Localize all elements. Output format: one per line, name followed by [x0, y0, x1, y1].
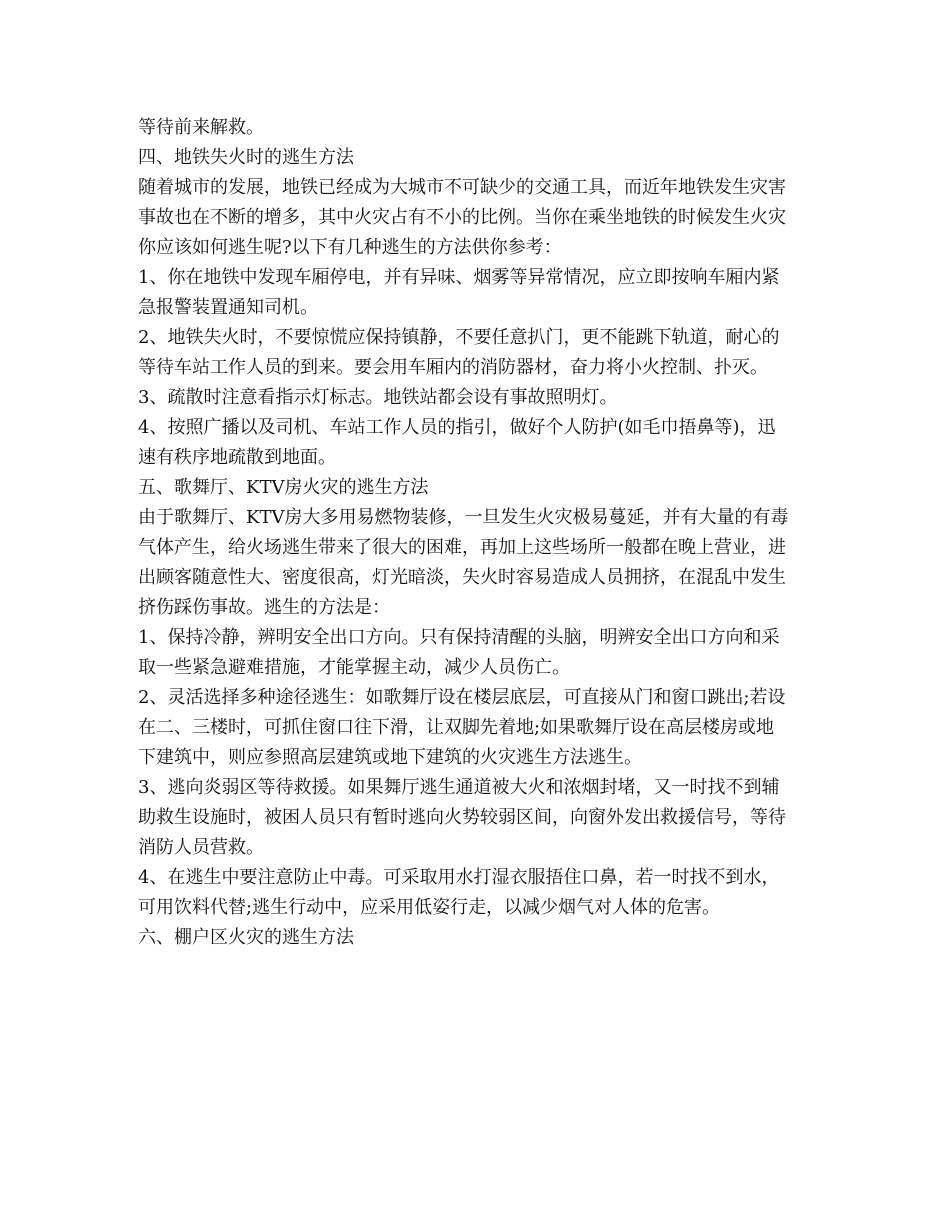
- paragraph: [138, 383, 814, 413]
- text-line: 由于歌舞厅、KTV房大多用易燃物装修，一旦发生火灾极易蔓延，并有大量的有毒: [138, 507, 789, 528]
- text-line: 3、逃向炎弱区等待救援。如果舞厅逃生通道被大火和浓烟封堵，又一时找不到辅: [138, 777, 780, 798]
- text-line: 事故也在不断的增多，其中火灾占有不小的比例。当你在乘坐地铁的时候发生火灾: [138, 207, 786, 228]
- text-line: 气体产生，给火场逃生带来了很大的困难，再加上这些场所一般都在晚上营业，进: [138, 537, 786, 558]
- text-line: 1、你在地铁中发现车厢停电，并有异味、烟雾等异常情况，应立即按响车厢内紧: [138, 267, 780, 288]
- text-line: 你应该如何逃生呢?以下有几种逃生的方法供你参考：: [138, 237, 562, 258]
- paragraph: [138, 503, 814, 623]
- section-heading: [138, 143, 814, 173]
- text-line: 急报警装置通知司机。: [138, 297, 318, 318]
- text-line: 等待车站工作人员的到来。要会用车厢内的消防器材，奋力将小火控制、扑灭。: [138, 357, 768, 378]
- paragraph: [138, 263, 814, 323]
- text-line: 取一些紧急避难措施，才能掌握主动，减少人员伤亡。: [138, 657, 570, 678]
- text-line: 五、歌舞厅、KTV房火灾的逃生方法: [138, 477, 429, 498]
- paragraph: [138, 623, 814, 683]
- paragraph: [138, 113, 814, 143]
- paragraph: [138, 863, 814, 923]
- text-line: 挤伤踩伤事故。逃生的方法是：: [138, 597, 390, 618]
- text-line: 在二、三楼时，可抓住窗口往下滑，让双脚先着地;如果歌舞厅设在高层楼房或地: [138, 717, 775, 738]
- text-line: 助救生设施时，被困人员只有暂时逃向火势较弱区间，向窗外发出救援信号，等待: [138, 807, 786, 828]
- document-body: [138, 113, 814, 953]
- paragraph: [138, 323, 814, 383]
- paragraph: [138, 773, 814, 863]
- text-line: 2、灵活选择多种途径逃生：如歌舞厅设在楼层底层，可直接从门和窗口跳出;若设: [138, 687, 786, 708]
- text-line: 4、在逃生中要注意防止中毒。可采取用水打湿衣服捂住口鼻，若一时找不到水，: [138, 867, 780, 888]
- paragraph: [138, 173, 814, 263]
- text-line: 下建筑中，则应参照高层建筑或地下建筑的火灾逃生方法逃生。: [138, 747, 642, 768]
- text-line: 等待前来解救。: [138, 117, 264, 138]
- text-line: 1、保持冷静，辨明安全出口方向。只有保持清醒的头脑，明辨安全出口方向和采: [138, 627, 780, 648]
- text-line: 出顾客随意性大、密度很高，灯光暗淡，失火时容易造成人员拥挤，在混乱中发生: [138, 567, 786, 588]
- section-heading: [138, 923, 814, 953]
- text-line: 3、疏散时注意看指示灯标志。地铁站都会设有事故照明灯。: [138, 387, 618, 408]
- paragraph: [138, 683, 814, 773]
- text-line: 消防人员营救。: [138, 837, 264, 858]
- text-line: 随着城市的发展，地铁已经成为大城市不可缺少的交通工具，而近年地铁发生灾害: [138, 177, 786, 198]
- text-line: 2、地铁失火时，不要惊慌应保持镇静，不要任意扒门，更不能跳下轨道，耐心的: [138, 327, 780, 348]
- text-line: 可用饮料代替;逃生行动中，应采用低姿行走，以减少烟气对人体的危害。: [138, 897, 721, 918]
- paragraph: [138, 413, 814, 473]
- text-line: 4、按照广播以及司机、车站工作人员的指引，做好个人防护(如毛巾捂鼻等)，迅: [138, 417, 776, 438]
- text-line: 速有秩序地疏散到地面。: [138, 447, 336, 468]
- text-line: 四、地铁失火时的逃生方法: [138, 147, 354, 168]
- text-line: 六、棚户区火灾的逃生方法: [138, 927, 354, 948]
- section-heading: [138, 473, 814, 503]
